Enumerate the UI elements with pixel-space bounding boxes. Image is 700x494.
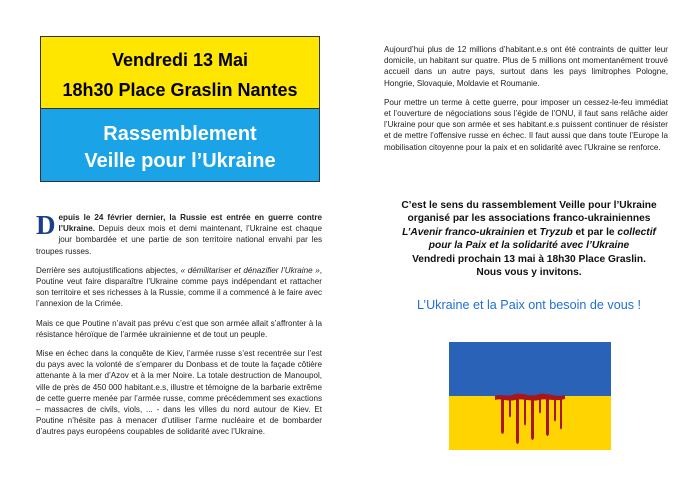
left-p2-b: , Poutine veut faire disparaître l’Ukraine comme pays indépendant et rattacher son territoire et ses richesses à la Russie, comme il a commencé à le faire avec l’annexion de la Crimée.: [36, 265, 322, 309]
announce-collectif: collectif: [617, 226, 656, 238]
banner-time-place: 18h30 Place Graslin Nantes: [62, 80, 298, 100]
blood-drip: [501, 398, 504, 434]
flag-yellow-half: [449, 396, 611, 450]
blood-drip: [560, 398, 562, 430]
ukraine-flag-bleeding-icon: [449, 342, 611, 450]
left-p1-rest: Depuis deux mois et demi maintenant, l’Ukraine est chaque jour bombardée et une partie de son territoire national envahi par les troupes russes.: [36, 224, 322, 256]
event-banner: [40, 36, 320, 182]
announce-line-2: organisé par les associations franco-ukrainiennes: [407, 213, 651, 225]
banner-date: Vendredi 13 Mai: [111, 50, 249, 70]
blood-drip: [554, 398, 556, 422]
left-paragraph-2: [36, 265, 322, 310]
left-paragraph-4: Mise en échec dans la conquête de Kiev, l’armée russe s’est recentrée sur l’est du pays avec la volonté de s’emparer du Donbass et de toute la façade côtière attenante à la mer d’Azov et à la mer Noire. La totale destruction de Manoupol, ville de près de 450 000 habitant.e.s, illustre et témoigne de la barbarie extrême de cette guerre menée par l’armée russe, comme précédemment ses exactions – massacres de civils, viols, ... - dans les villes du nord autour de Kiev. Et Poutine n’hésite pas à menacer d’utiliser l’arme nucléaire et de bombarder d’autres pays européens coupables de solidarité avec l’Ukraine.: [36, 349, 322, 437]
blood-drip: [509, 398, 511, 418]
announcement-block: [366, 199, 692, 279]
announce-line-5: Vendredi prochain 13 mai à 18h30 Place Graslin.: [412, 253, 646, 265]
blood-drip: [524, 398, 526, 426]
banner-title-line2: Veille pour l’Ukraine: [84, 150, 276, 172]
right-paragraph-2: Pour mettre un terme à cette guerre, pour imposer un cessez-le-feu immédiat et l’ouverture de négociations sous l’égide de l’ONU, il faut sans relâche aider l’Ukraine pour que son armée et ses habitant.e.s puissent continuer de résister et de mettre l’offensive russe en échec. Il faut aussi que dans toute l’Europe la mobilisation citoyenne pour la paix et en solidarité avec l’Ukraine se renforce.: [384, 97, 668, 152]
banner-yellow-band: [41, 37, 319, 109]
announce-line-1: C’est le sens du rassemblement Veille pour l’Ukraine: [401, 200, 657, 211]
left-p1-bold: epuis le 24 février dernier, la Russie est entrée en guerre contre l’Ukraine.: [58, 213, 322, 234]
announce-line-3-mid: et: [524, 226, 540, 238]
blood-drip: [531, 398, 534, 440]
left-column: [36, 212, 322, 446]
right-paragraph-1: Aujourd’hui plus de 12 millions d’habitant.e.s ont été contraints de quitter leur domicile, un habitant sur quatre. Plus de 5 millions ont momentanément trouvé accueil dans un autre pays, surtout dans les pays limitrophes Pologne, Hongrie, Slovaquie, Moldavie et Roumanie.: [384, 45, 668, 88]
blood-drip: [516, 398, 519, 444]
dropcap-letter: D: [36, 210, 56, 240]
banner-blue-band: [41, 109, 319, 181]
right-column: [384, 44, 668, 161]
announce-line-6: Nous vous y invitons.: [476, 267, 582, 279]
flag-blue-half: [449, 342, 611, 396]
blood-drip: [539, 398, 541, 414]
left-paragraph-3: Mais ce que Poutine n’avait pas prévu c’est que son armée allait s’affronter à la résistance héroïque de l’armée ukrainienne et de tout un peuple.: [36, 318, 322, 339]
left-p2-italic: « démilitariser et dénazifier l’Ukraine »: [180, 265, 320, 275]
banner-title-line1: Rassemblement: [103, 123, 257, 145]
left-p2-a: Derrière ses autojustifications abjectes,: [36, 265, 181, 275]
announce-line-4: pour la Paix et la solidarité avec l’Ukraine: [428, 240, 630, 252]
assoc-avenir: L’Avenir franco-ukrainien: [402, 226, 525, 238]
left-paragraph-1: [36, 212, 322, 257]
assoc-tryzub: Tryzub: [539, 226, 573, 238]
blood-drip: [546, 398, 549, 436]
announce-line-3: [366, 226, 692, 239]
slogan: L’Ukraine et la Paix ont besoin de vous !: [416, 298, 642, 312]
announce-line-3-end: et par le: [572, 226, 618, 238]
